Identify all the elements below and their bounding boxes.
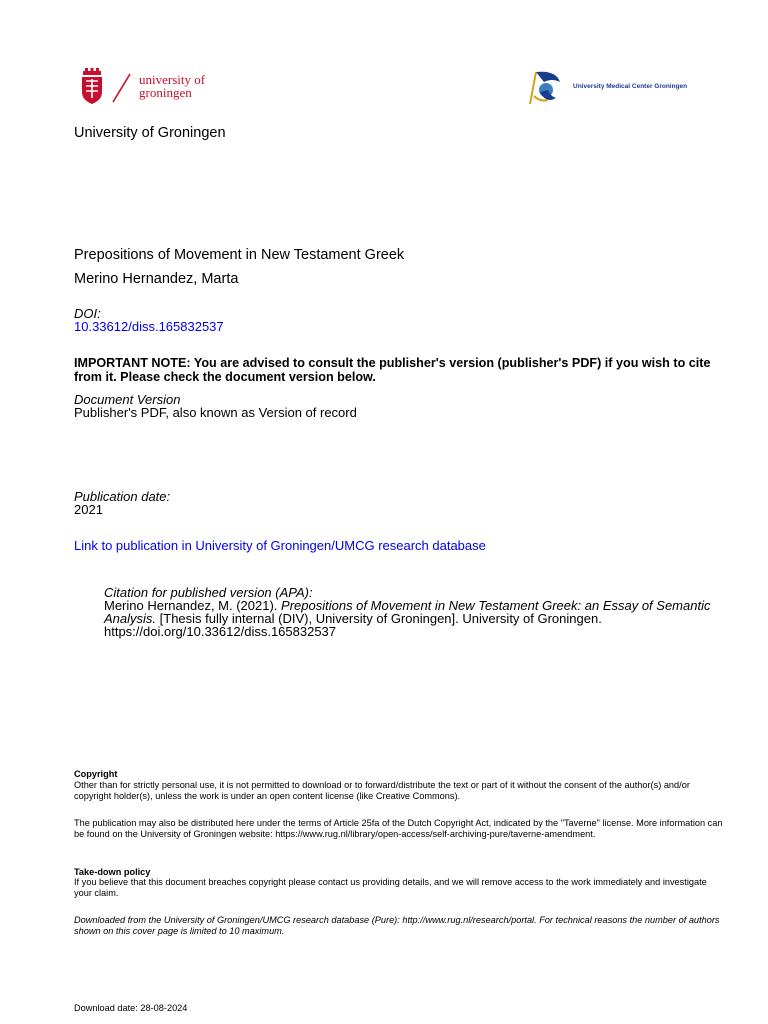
document-version-value: Publisher's PDF, also known as Version of record [74, 405, 357, 420]
doi-link[interactable]: 10.33612/diss.165832537 [74, 319, 224, 334]
copyright-text: Other than for strictly personal use, it is not permitted to download or to forward/distribute the text or part of it without the consent of the author(s) and/or copyright holder(s), unless the work is under an open content license (like Creative Commons). [74, 780, 690, 801]
citation-block [104, 586, 724, 638]
download-date: Download date: 28-08-2024 [74, 1003, 188, 1013]
takedown-text: If you believe that this document breaches copyright please contact us providing details, and we will remove access to the work immediately and investigate your claim. [74, 877, 707, 898]
umcg-logo [526, 68, 696, 108]
document-title: Prepositions of Movement in New Testament Greek [74, 247, 405, 263]
logo-divider-slash [110, 72, 134, 104]
citation-prefix: Merino Hernandez, M. (2021). [104, 598, 282, 613]
author-name: Merino Hernandez, Marta [74, 271, 239, 287]
citation-label: Citation for published version (APA): [104, 585, 313, 600]
publication-date-label: Publication date: [74, 489, 171, 504]
rug-logo-line2: groningen [139, 85, 192, 100]
publication-date-value: 2021 [74, 502, 103, 517]
umcg-mark-icon [526, 68, 566, 108]
citation-suffix: [Thesis fully internal (DIV), University of Groningen]. University of Groningen. [156, 611, 602, 626]
rug-crest-icon [80, 68, 104, 104]
document-version-label: Document Version [74, 392, 181, 407]
citation-text [104, 599, 724, 625]
taverne-text: The publication may also be distributed here under the terms of Article 25fa of the Dutch Copyright Act, indicated by the "Taverne" license. More information can be found on the University of Groningen website: https://www.rug.nl/library/open-access/self-archiving-pure/taverne-amendment. [74, 818, 723, 839]
important-note: IMPORTANT NOTE: You are advised to consult the publisher's version (publisher's PDF) if you wish to cite from it. Please check the document version below. [74, 356, 711, 384]
download-note: Downloaded from the University of Groningen/UMCG research database (Pure): http://www.rug.nl/research/portal. For technical reasons the number of authors shown on this cover page is limited to 10 maximum. [74, 915, 720, 936]
database-link[interactable]: Link to publication in University of Groningen/UMCG research database [74, 538, 486, 553]
institution-name: University of Groningen [74, 125, 226, 141]
umcg-logo-text: University Medical Center Groningen [573, 83, 688, 90]
citation-url: https://doi.org/10.33612/diss.165832537 [104, 624, 337, 639]
doi-label: DOI: [74, 306, 101, 321]
citation-work-title: Prepositions of Movement in New Testament Greek: an Essay of Semantic Analysis. [104, 598, 711, 626]
rug-logo-line1: university of [139, 72, 206, 87]
copyright-heading: Copyright [74, 769, 118, 779]
university-of-groningen-logo [80, 68, 220, 108]
takedown-heading: Take-down policy [74, 867, 151, 877]
